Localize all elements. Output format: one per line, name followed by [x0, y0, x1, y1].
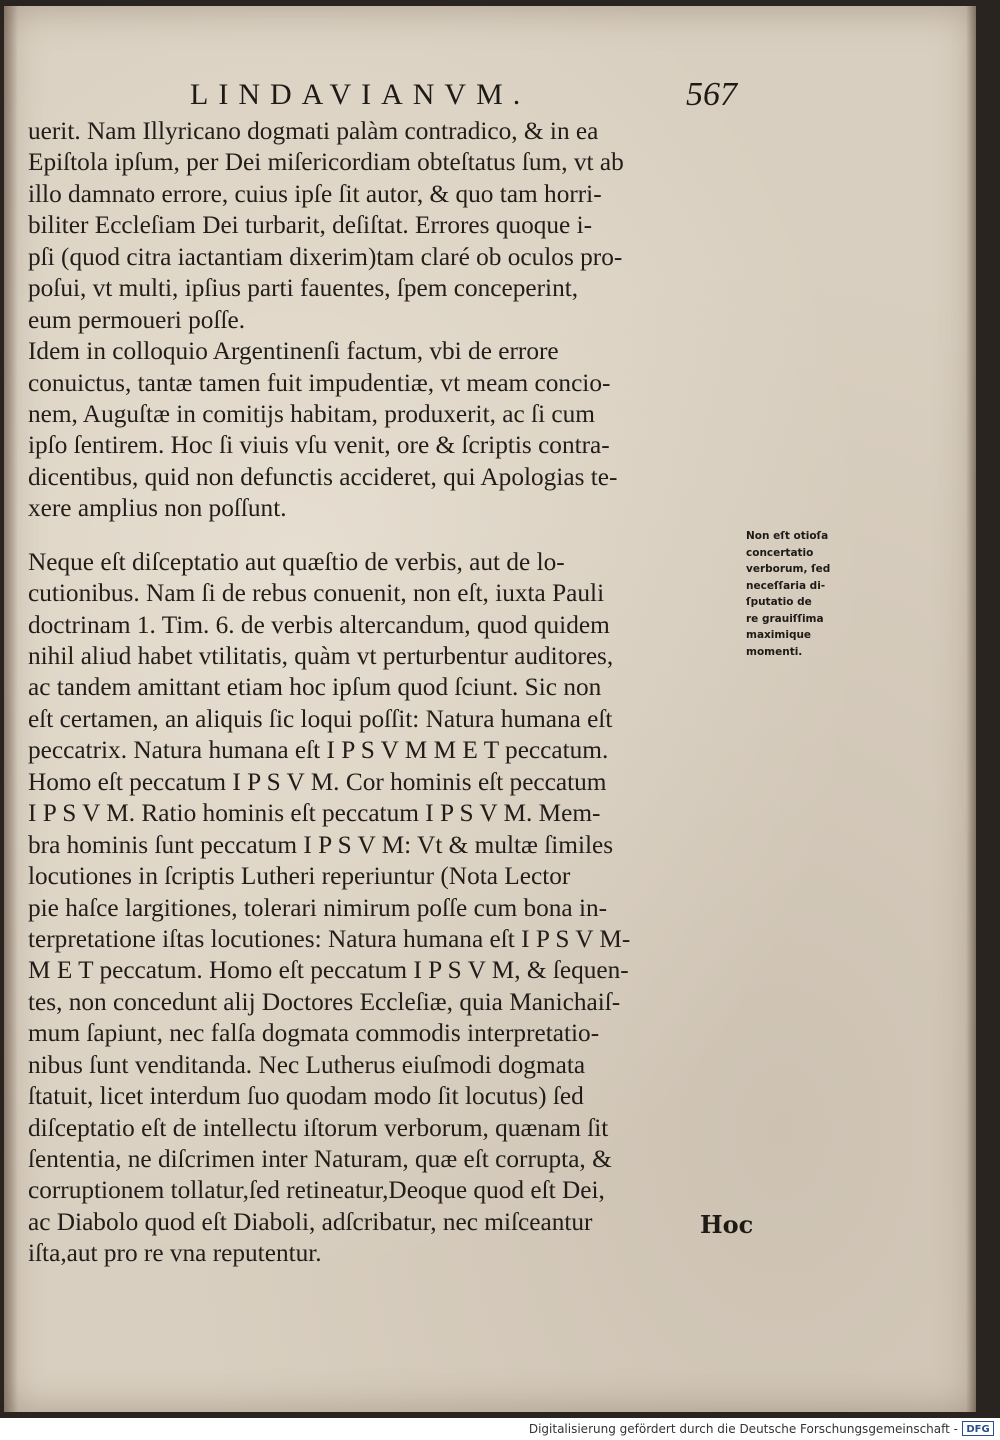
text-line: nem, Auguſtæ in comitijs habitam, produxerit, ac ſi cum	[28, 399, 595, 428]
text-line: ipſo ſentirem. Hoc ſi viuis vſu venit, ore & ſcriptis contra-	[28, 431, 610, 460]
text-line: conuictus, tantæ tamen fuit impudentiæ, vt meam concio-	[28, 368, 611, 397]
marginal-line: re grauiſſima	[746, 612, 824, 625]
marginal-line: neceſſaria di-	[746, 579, 826, 592]
marginal-note	[746, 528, 896, 660]
text-line: pſi (quod citra iactantiam dixerim)tam claré ob oculos pro-	[28, 242, 623, 271]
marginal-line: verborum, ſed	[746, 563, 831, 575]
text-line: nibus ſunt venditanda. Nec Lutherus eiuſmodi dogmata	[28, 1050, 586, 1079]
marginal-line: concertatio	[746, 546, 814, 559]
text-line: Neque eſt diſceptatio aut quæſtio de verbis, aut de lo-	[28, 547, 565, 576]
text-line: tes, non concedunt alij Doctores Eccleſiæ, quia Manichaiſ-	[28, 987, 621, 1016]
text-line: M E T peccatum. Homo eſt peccatum I P S V M, & ſequen-	[28, 956, 629, 985]
text-line: corruptionem tollatur,ſed retineatur,Deoque quod eſt Dei,	[28, 1176, 605, 1205]
marginal-line: Non eſt otioſa	[746, 530, 829, 542]
text-line: diſceptatio eſt de intellectu iſtorum verborum, quænam ſit	[28, 1113, 609, 1142]
text-line: eum permoueri poſſe.	[28, 305, 246, 334]
text-line: poſui, vt multi, ipſius parti fauentes, ſpem conceperint,	[28, 274, 579, 303]
text-line: mum ſapiunt, nec falſa dogmata commodis interpretatio-	[28, 1019, 600, 1048]
text-line: dicentibus, quid non defunctis accideret, qui Apologias te-	[28, 462, 618, 491]
text-line: ſtatuit, licet interdum ſuo quodam modo ſit locutus) ſed	[28, 1082, 584, 1111]
page-edge	[966, 6, 976, 1412]
body-text	[28, 116, 750, 1270]
text-line: locutiones in ſcriptis Lutheri reperiuntur (Nota Lector	[28, 862, 571, 891]
catchword: Hoc	[700, 1210, 754, 1239]
dfg-logo[interactable]: DFG	[962, 1421, 994, 1436]
text-line: xere amplius non poſſunt.	[28, 494, 287, 523]
text-line: I P S V M. Ratio hominis eſt peccatum I P S V M. Mem-	[28, 799, 601, 828]
text-line: ſententia, ne diſcrimen inter Naturam, quæ eſt corrupta, &	[28, 1145, 612, 1173]
text-line: Epiſtola ipſum, per Dei miſericordiam obteſtatus ſum, vt ab	[28, 148, 624, 177]
text-line: ac tandem amittant etiam hoc ipſum quod ſciunt. Sic non	[28, 673, 602, 702]
running-head: LINDAVIANVM.	[190, 78, 531, 111]
text-line: peccatrix. Natura humana eſt I P S V M M E T peccatum.	[28, 736, 609, 765]
marginal-line: maximique	[746, 629, 812, 641]
text-line: Idem in colloquio Argentinenſi factum, vbi de errore	[28, 337, 559, 366]
text-line: doctrinam 1. Tim. 6. de verbis altercandum, quod quidem	[28, 610, 610, 639]
text-line: pie haſce largitiones, tolerari nimirum poſſe cum bona in-	[28, 893, 608, 922]
text-line: iſta,aut pro re vna reputentur.	[28, 1239, 322, 1268]
marginal-line: momenti.	[746, 645, 803, 658]
funding-credit: Digitalisierung gefördert durch die Deutsche Forschungsgemeinschaft -	[528, 1422, 958, 1436]
paragraph-gap	[28, 525, 750, 547]
text-line: biliter Eccleſiam Dei turbarit, deſiſtat. Errores quoque i-	[28, 211, 593, 240]
marginal-line: ſputatio de	[746, 596, 812, 608]
text-line: bra hominis ſunt peccatum I P S V M: Vt & multæ ſimiles	[28, 830, 614, 859]
text-line: ac Diabolo quod eſt Diaboli, adſcribatur, nec miſceantur	[28, 1207, 593, 1236]
text-line: illo damnato errore, cuius ipſe ſit autor, & quo tam horri-	[28, 179, 602, 208]
text-line: Homo eſt peccatum I P S V M. Cor hominis eſt peccatum	[28, 767, 607, 796]
text-line: uerit. Nam Illyricano dogmati palàm contradico, & in ea	[28, 117, 599, 145]
text-line: terpretatione iſtas locutiones: Natura humana eſt I P S V M-	[28, 924, 631, 953]
text-line: nihil aliud habet vtilitatis, quàm vt perturbentur auditores,	[28, 642, 614, 670]
page-gutter	[4, 6, 18, 1412]
page-number: 567	[686, 76, 737, 113]
text-line: cutionibus. Nam ſi de rebus conuenit, non eſt, iuxta Pauli	[28, 579, 605, 608]
text-line: eſt certamen, an aliquis ſic loqui poſſit: Natura humana eſt	[28, 704, 613, 733]
